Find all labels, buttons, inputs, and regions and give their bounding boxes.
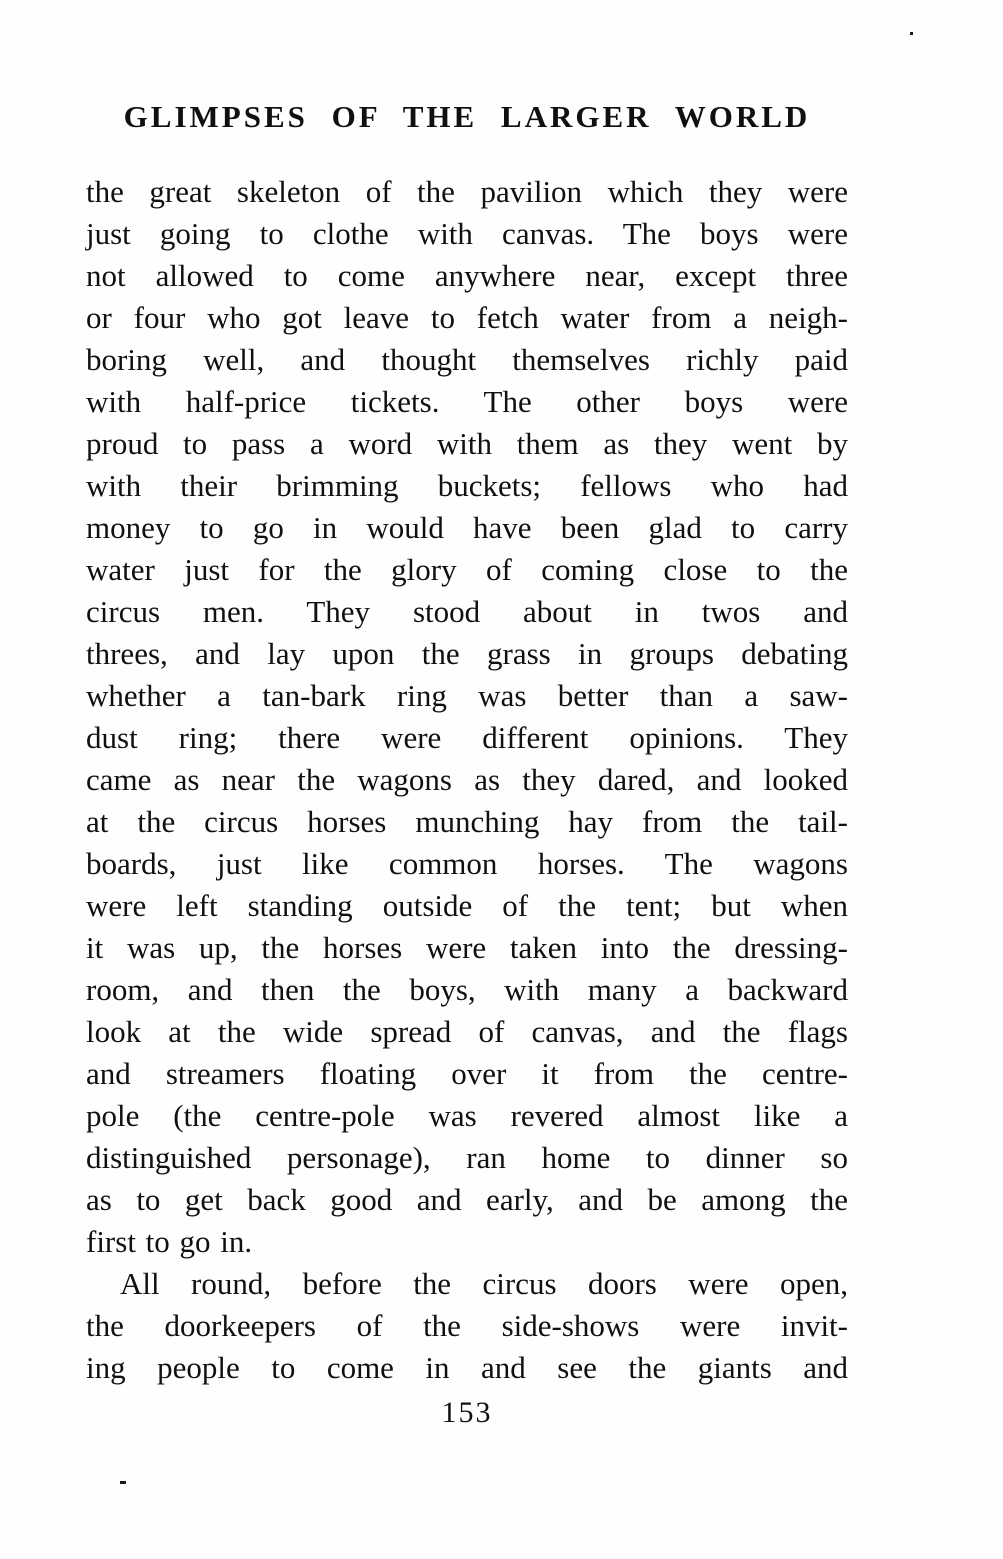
text-line: circus men. They stood about in twos and [86,594,848,629]
text-line: at the circus horses munching hay from the tail- [86,804,848,839]
running-header: GLIMPSES OF THE LARGER WORLD [123,99,811,134]
text-line: boring well, and thought themselves richly paid [86,342,848,377]
text-line: the doorkeepers of the side-shows were invit- [86,1308,848,1343]
scan-speck [120,1481,126,1484]
text-line: money to go in would have been glad to carry [86,510,848,545]
text-line: boards, just like common horses. The wagons [86,846,848,881]
text-line: came as near the wagons as they dared, and looked [86,762,848,797]
text-line: dust ring; there were different opinions. They [86,720,848,755]
scan-speck [910,32,913,35]
text-line: with their brimming buckets; fellows who had [86,468,848,503]
text-line: not allowed to come anywhere near, except three [86,258,848,293]
text-line: room, and then the boys, with many a backward [86,972,848,1007]
text-line: All round, before the circus doors were open, [120,1266,848,1301]
text-line: the great skeleton of the pavilion which they were [86,174,848,209]
text-line: were left standing outside of the tent; but when [86,888,848,923]
text-line: first to go in. [86,1224,253,1259]
page-number: 153 [441,1396,493,1429]
text-line: or four who got leave to fetch water from a neigh- [86,300,848,335]
text-line: proud to pass a word with them as they went by [86,426,848,461]
text-line: just going to clothe with canvas. The boys were [86,216,848,251]
text-line: it was up, the horses were taken into the dressing- [86,930,848,965]
text-line: water just for the glory of coming close to the [86,552,848,587]
text-line: with half-price tickets. The other boys were [86,384,848,419]
text-line: as to get back good and early, and be among the [86,1182,848,1217]
text-line: whether a tan-bark ring was better than a saw- [86,678,848,713]
text-block [86,171,848,1389]
text-line: pole (the centre-pole was revered almost like a [86,1098,848,1133]
text-line: ing people to come in and see the giants and [86,1350,848,1385]
text-line: threes, and lay upon the grass in groups debating [86,636,848,671]
text-line: distinguished personage), ran home to dinner so [86,1140,848,1175]
text-line: and streamers floating over it from the centre- [86,1056,848,1091]
text-line: look at the wide spread of canvas, and the flags [86,1014,848,1049]
